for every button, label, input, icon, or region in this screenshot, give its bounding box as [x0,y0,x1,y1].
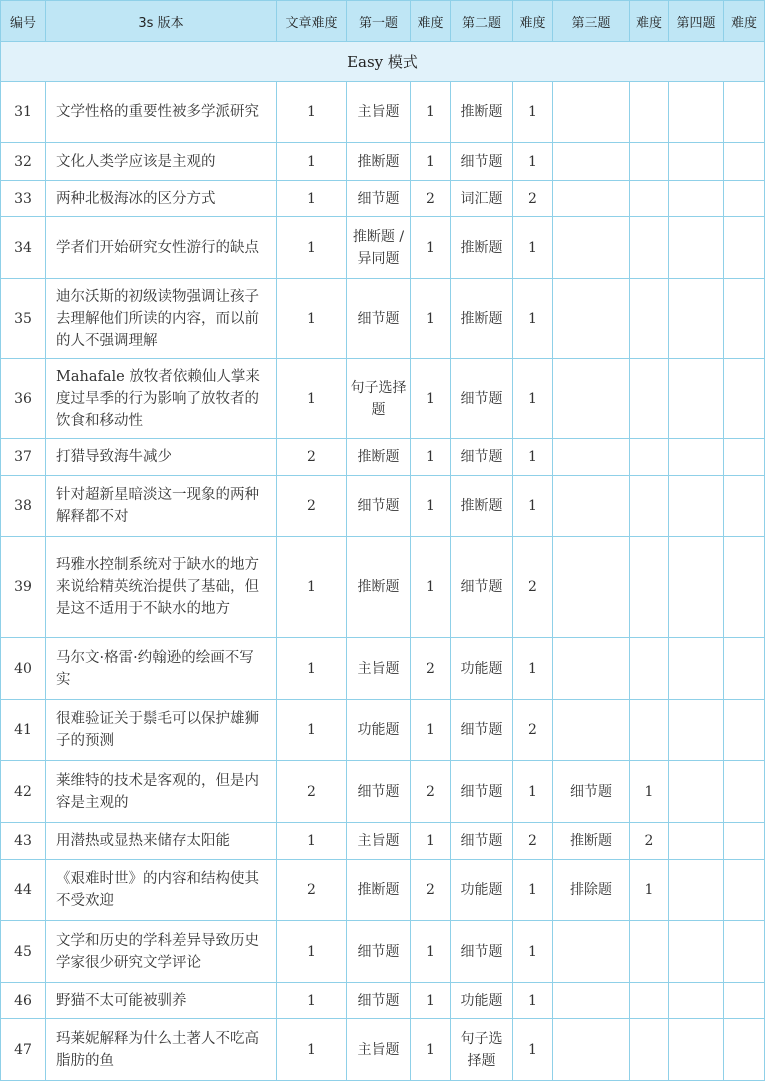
cell-version: 很难验证关于鬃毛可以保护雄狮子的预测 [46,700,277,761]
cell-q1: 推断题 [347,537,411,638]
cell-d4 [724,439,765,476]
cell-q1: 细节题 [347,983,411,1019]
cell-d3: 1 [630,860,669,921]
cell-q4 [669,700,724,761]
cell-q3 [553,700,630,761]
table-row [1,1019,765,1081]
cell-d2: 1 [513,921,553,983]
cell-d2: 1 [513,860,553,921]
cell-version: 玛莱妮解释为什么土著人不吃高脂肪的鱼 [46,1019,277,1081]
cell-article-difficulty: 1 [277,983,347,1019]
cell-id: 39 [1,537,46,638]
cell-d1: 2 [411,761,451,823]
cell-id: 36 [1,359,46,439]
header-d1: 难度 [411,1,451,42]
cell-q1: 细节题 [347,921,411,983]
cell-q3: 细节题 [553,761,630,823]
cell-q2: 推断题 [451,476,513,537]
cell-version: 文学性格的重要性被多学派研究 [46,82,277,143]
cell-d1: 1 [411,700,451,761]
cell-article-difficulty: 1 [277,359,347,439]
cell-version: 马尔文·格雷·约翰逊的绘画不写实 [46,638,277,700]
cell-q4 [669,823,724,860]
cell-article-difficulty: 2 [277,439,347,476]
cell-d4 [724,700,765,761]
table-row [1,638,765,700]
cell-d1: 1 [411,983,451,1019]
table-row [1,700,765,761]
cell-d2: 1 [513,638,553,700]
cell-d2: 1 [513,82,553,143]
cell-id: 44 [1,860,46,921]
cell-d3 [630,439,669,476]
cell-id: 41 [1,700,46,761]
cell-d2: 1 [513,1019,553,1081]
cell-id: 32 [1,143,46,181]
cell-d3 [630,143,669,181]
cell-q1: 细节题 [347,476,411,537]
cell-q1: 主旨题 [347,638,411,700]
cell-article-difficulty: 2 [277,761,347,823]
cell-id: 42 [1,761,46,823]
cell-id: 31 [1,82,46,143]
cell-q3 [553,439,630,476]
cell-q3 [553,359,630,439]
cell-q4 [669,476,724,537]
cell-d1: 1 [411,921,451,983]
cell-id: 47 [1,1019,46,1081]
cell-d3: 1 [630,761,669,823]
cell-q2: 细节题 [451,537,513,638]
cell-d2: 1 [513,439,553,476]
table-row [1,217,765,279]
cell-d4 [724,761,765,823]
cell-d3 [630,82,669,143]
cell-q4 [669,217,724,279]
table-row [1,983,765,1019]
cell-q3: 推断题 [553,823,630,860]
header-d4: 难度 [724,1,765,42]
cell-d4 [724,983,765,1019]
cell-q4 [669,279,724,359]
cell-article-difficulty: 1 [277,1019,347,1081]
cell-d3 [630,217,669,279]
table-row [1,476,765,537]
cell-q1: 推断题 [347,143,411,181]
cell-q1: 推断题 [347,439,411,476]
cell-d4 [724,217,765,279]
cell-q1: 细节题 [347,181,411,217]
cell-q4 [669,761,724,823]
cell-article-difficulty: 2 [277,860,347,921]
cell-d3 [630,537,669,638]
cell-d4 [724,638,765,700]
cell-d1: 1 [411,823,451,860]
cell-d4 [724,1019,765,1081]
section-row [1,42,765,82]
header-version: 3s 版本 [46,1,277,42]
cell-d4 [724,82,765,143]
cell-q1: 细节题 [347,279,411,359]
cell-d3 [630,638,669,700]
cell-d4 [724,279,765,359]
cell-d4 [724,860,765,921]
header-article-difficulty: 文章难度 [277,1,347,42]
table-row [1,860,765,921]
table-row [1,143,765,181]
cell-q3 [553,82,630,143]
table-row [1,279,765,359]
cell-d4 [724,359,765,439]
header-id: 编号 [1,1,46,42]
cell-d1: 2 [411,181,451,217]
cell-q4 [669,82,724,143]
cell-article-difficulty: 1 [277,279,347,359]
cell-version: Mahafale 放牧者依赖仙人掌来度过旱季的行为影响了放牧者的饮食和移动性 [46,359,277,439]
cell-version: 玛雅水控制系统对于缺水的地方来说给精英统治提供了基础，但是这不适用于不缺水的地方 [46,537,277,638]
table-row [1,82,765,143]
cell-id: 46 [1,983,46,1019]
cell-id: 34 [1,217,46,279]
cell-q3 [553,638,630,700]
cell-id: 45 [1,921,46,983]
cell-q4 [669,537,724,638]
cell-article-difficulty: 1 [277,700,347,761]
cell-article-difficulty: 1 [277,82,347,143]
cell-q3 [553,921,630,983]
header-d2: 难度 [513,1,553,42]
cell-version: 学者们开始研究女性游行的缺点 [46,217,277,279]
cell-q1: 句子选择题 [347,359,411,439]
cell-q4 [669,860,724,921]
cell-q4 [669,143,724,181]
cell-q2: 词汇题 [451,181,513,217]
cell-d1: 1 [411,82,451,143]
cell-version: 野猫不太可能被驯养 [46,983,277,1019]
cell-q1: 主旨题 [347,82,411,143]
table-row [1,921,765,983]
cell-id: 38 [1,476,46,537]
cell-q3: 排除题 [553,860,630,921]
cell-q3 [553,983,630,1019]
cell-d3 [630,359,669,439]
cell-d1: 1 [411,359,451,439]
cell-q2: 细节题 [451,921,513,983]
cell-q2: 细节题 [451,359,513,439]
cell-d3 [630,279,669,359]
cell-article-difficulty: 1 [277,143,347,181]
cell-q4 [669,181,724,217]
cell-d2: 1 [513,476,553,537]
cell-version: 文化人类学应该是主观的 [46,143,277,181]
cell-id: 35 [1,279,46,359]
cell-version: 迪尔沃斯的初级读物强调让孩子去理解他们所读的内容，而以前的人不强调理解 [46,279,277,359]
cell-version: 文学和历史的学科差异导致历史学家很少研究文学评论 [46,921,277,983]
cell-q2: 细节题 [451,823,513,860]
cell-d1: 2 [411,638,451,700]
cell-q3 [553,476,630,537]
cell-q2: 细节题 [451,700,513,761]
cell-article-difficulty: 1 [277,823,347,860]
cell-d2: 1 [513,983,553,1019]
cell-d3: 2 [630,823,669,860]
cell-d2: 1 [513,359,553,439]
cell-q4 [669,921,724,983]
header-row [1,1,765,42]
cell-id: 43 [1,823,46,860]
section-label: Easy 模式 [1,42,765,82]
cell-article-difficulty: 2 [277,476,347,537]
cell-d3 [630,983,669,1019]
cell-d1: 1 [411,476,451,537]
cell-q1: 推断题 [347,860,411,921]
cell-q2: 推断题 [451,217,513,279]
cell-q4 [669,638,724,700]
header-q2: 第二题 [451,1,513,42]
table-row [1,537,765,638]
cell-version: 针对超新星暗淡这一现象的两种解释都不对 [46,476,277,537]
cell-d3 [630,700,669,761]
cell-q2: 句子选择题 [451,1019,513,1081]
cell-q2: 细节题 [451,439,513,476]
table-row [1,439,765,476]
cell-d1: 1 [411,143,451,181]
cell-d4 [724,143,765,181]
cell-q1: 主旨题 [347,1019,411,1081]
cell-version: 莱维特的技术是客观的，但是内容是主观的 [46,761,277,823]
table-row [1,359,765,439]
cell-d1: 1 [411,217,451,279]
cell-q3 [553,1019,630,1081]
cell-q2: 功能题 [451,983,513,1019]
cell-d2: 2 [513,700,553,761]
cell-q3 [553,537,630,638]
cell-d1: 2 [411,860,451,921]
cell-q2: 细节题 [451,143,513,181]
header-q3: 第三题 [553,1,630,42]
cell-q1: 功能题 [347,700,411,761]
cell-d4 [724,476,765,537]
cell-version: 《艰难时世》的内容和结构使其不受欢迎 [46,860,277,921]
cell-article-difficulty: 1 [277,537,347,638]
cell-d2: 1 [513,217,553,279]
cell-d2: 2 [513,181,553,217]
cell-d1: 1 [411,1019,451,1081]
header-q1: 第一题 [347,1,411,42]
cell-d2: 1 [513,279,553,359]
cell-version: 两种北极海冰的区分方式 [46,181,277,217]
cell-d3 [630,181,669,217]
cell-q4 [669,359,724,439]
cell-d3 [630,921,669,983]
table-row [1,823,765,860]
cell-d1: 1 [411,279,451,359]
cell-q4 [669,983,724,1019]
cell-q4 [669,439,724,476]
cell-d4 [724,181,765,217]
cell-q4 [669,1019,724,1081]
cell-id: 37 [1,439,46,476]
cell-d2: 2 [513,823,553,860]
cell-q2: 细节题 [451,761,513,823]
cell-d2: 2 [513,537,553,638]
cell-id: 33 [1,181,46,217]
cell-q2: 推断题 [451,279,513,359]
cell-d4 [724,823,765,860]
cell-d2: 1 [513,761,553,823]
cell-d1: 1 [411,439,451,476]
cell-q3 [553,217,630,279]
table-row [1,761,765,823]
table-row [1,181,765,217]
cell-article-difficulty: 1 [277,638,347,700]
cell-article-difficulty: 1 [277,921,347,983]
cell-version: 用潜热或显热来储存太阳能 [46,823,277,860]
cell-q1: 细节题 [347,761,411,823]
cell-article-difficulty: 1 [277,217,347,279]
cell-d4 [724,921,765,983]
cell-q2: 推断题 [451,82,513,143]
cell-q3 [553,181,630,217]
header-q4: 第四题 [669,1,724,42]
cell-q1: 推断题 / 异同题 [347,217,411,279]
cell-q1: 主旨题 [347,823,411,860]
header-d3: 难度 [630,1,669,42]
cell-q3 [553,143,630,181]
cell-q2: 功能题 [451,638,513,700]
cell-d2: 1 [513,143,553,181]
cell-article-difficulty: 1 [277,181,347,217]
cell-q3 [553,279,630,359]
cell-d3 [630,476,669,537]
cell-d3 [630,1019,669,1081]
cell-id: 40 [1,638,46,700]
cell-version: 打猎导致海牛减少 [46,439,277,476]
cell-d4 [724,537,765,638]
cell-d1: 1 [411,537,451,638]
cell-q2: 功能题 [451,860,513,921]
